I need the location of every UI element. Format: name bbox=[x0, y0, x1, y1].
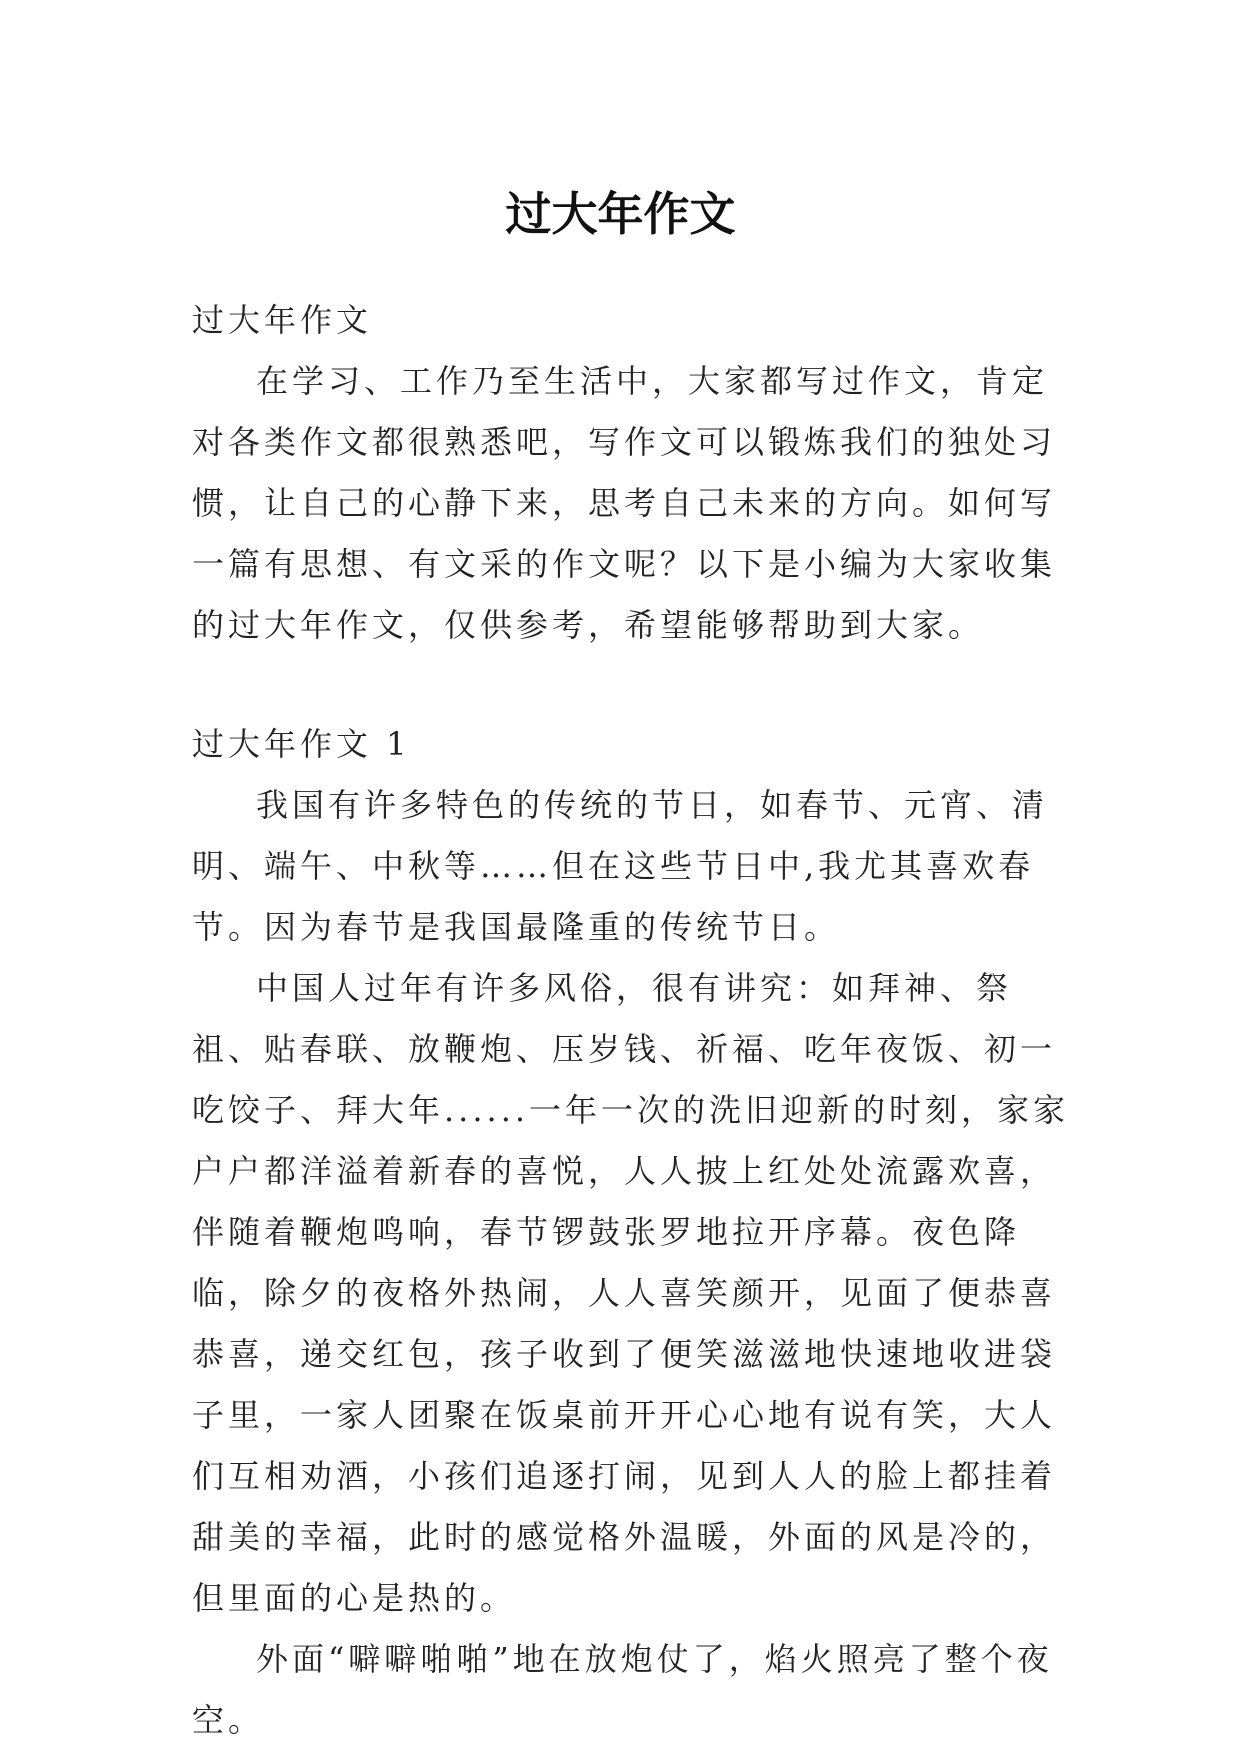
document-body bbox=[192, 290, 1072, 1751]
paragraph: 我国有许多特色的传统的节日，如春节、元宵、清明、端午、中秋等……但在这些节日中,我尤其喜欢春节。因为春节是我国最隆重的传统节日。 bbox=[192, 786, 1049, 946]
section-heading-1: 过大年作文 1 bbox=[192, 725, 411, 763]
section-spacer bbox=[192, 656, 1072, 714]
paragraph: 中国人过年有许多风俗，很有讲究：如拜神、祭祖、贴春联、放鞭炮、压岁钱、祈福、吃年夜饭、初一吃饺子、拜大年......一年一次的洗旧迎新的时刻，家家户户都洋溢着新春的喜悦，人人披上红处处流露欢喜，伴随着鞭炮鸣响，春节锣鼓张罗地拉开序幕。夜色降临，除夕的夜格外热闹，人人喜笑颜开，见面了便恭喜恭喜，递交红包，孩子收到了便笑滋滋地快速地收进袋子里，一家人团聚在饭桌前开开心心地有说有笑，大人们互相劝酒，小孩们追逐打闹，见到人人的脸上都挂着甜美的幸福，此时的感觉格外温暖，外面的风是冷的，但里面的心是热的。 bbox=[192, 969, 1070, 1617]
document-title: 过大年作文 bbox=[505, 186, 736, 241]
paragraph: 外面“噼噼啪啪”地在放炮仗了，焰火照亮了整个夜空。 bbox=[192, 1640, 1053, 1739]
intro-heading: 过大年作文 bbox=[192, 301, 373, 339]
intro-paragraph: 在学习、工作乃至生活中，大家都写过作文，肯定对各类作文都很熟悉吧，写作文可以锻炼我们的独处习惯，让自己的心静下来，思考自己未来的方向。如何写一篇有思想、有文采的作文呢？以下是小编为大家收集的过大年作文，仅供参考，希望能够帮助到大家。 bbox=[192, 362, 1057, 644]
